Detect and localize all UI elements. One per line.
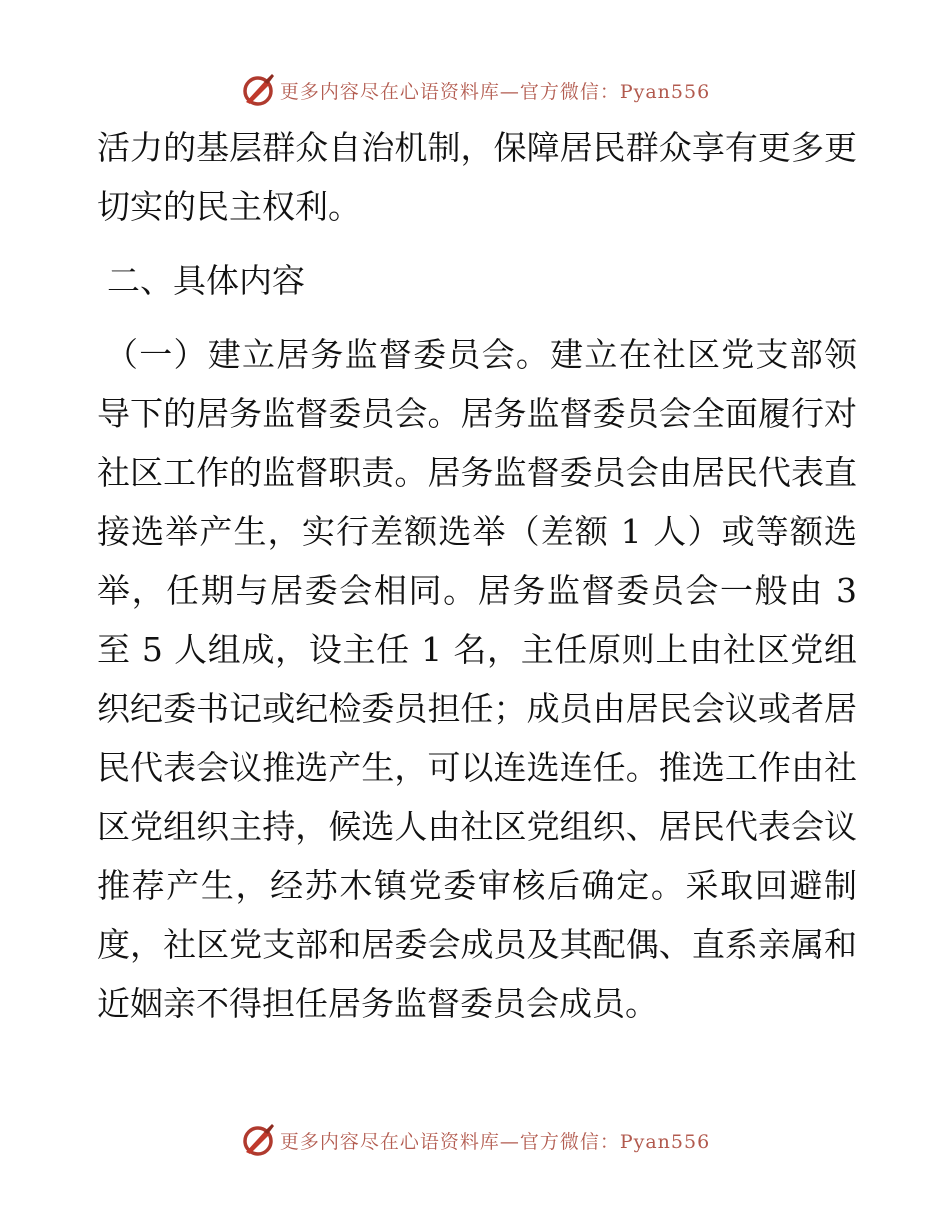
document-body: [97, 118, 857, 1033]
quill-pen-logo-icon: [240, 1122, 276, 1158]
paragraph-1: （一）建立居务监督委员会。建立在社区党支部领导下的居务监督委员会。居务监督委员会全面履行对社区工作的监督职责。居务监督委员会由居民代表直接选举产生，实行差额选举（差额 1 人）或等额选举，任期与居委会相同。居务监督委员会一般由 3 至 5 人组成，设主任 1 名，主任原则上由社区党组织纪委书记或纪检委员担任；成员由居民会议或者居民代表会议推选产生，可以连选连任。推选工作由社区党组织主持，候选人由社区党组织、居民代表会议推荐产生，经苏木镇党委审核后确定。采取回避制度，社区党支部和居委会成员及其配偶、直系亲属和近姻亲不得担任居务监督委员会成员。: [97, 335, 857, 1023]
quill-pen-logo-icon: [240, 72, 276, 108]
section-heading: 二、具体内容: [107, 261, 305, 300]
header-banner-text: 更多内容尽在心语资料库—官方微信：Pyan556: [279, 80, 711, 103]
footer-banner: [0, 1120, 950, 1160]
header-banner: [0, 70, 950, 110]
lead-paragraph: 活力的基层群众自治机制，保障居民群众享有更多更切实的民主权利。: [97, 128, 857, 226]
footer-banner-text: 更多内容尽在心语资料库—官方微信：Pyan556: [279, 1130, 711, 1153]
